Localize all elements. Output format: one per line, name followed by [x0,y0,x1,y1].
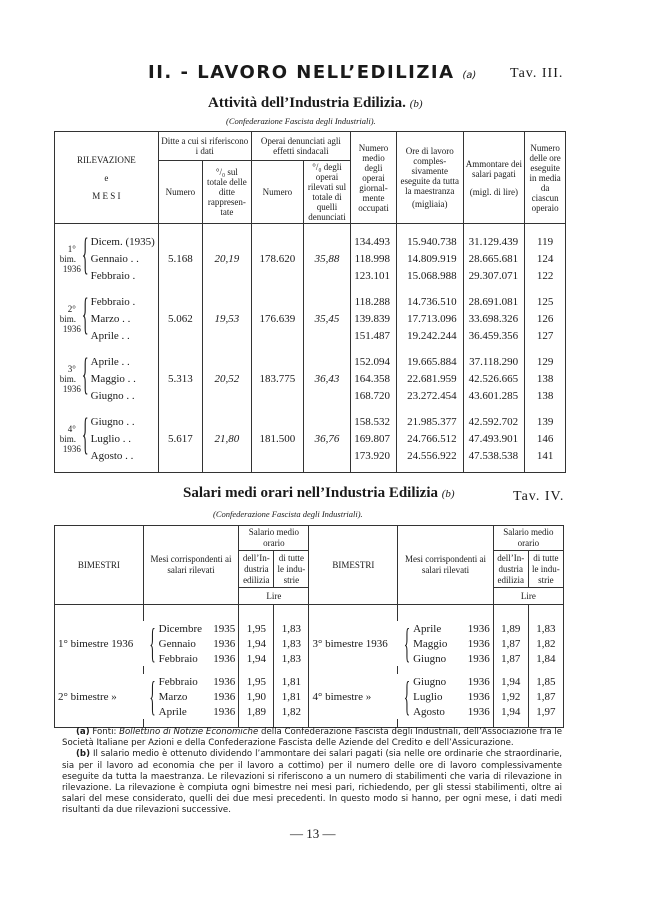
spacer-cell [274,613,309,621]
spacer-cell [202,464,251,473]
spacer-row [55,224,566,234]
salario-tutte-cell: 1,83 [528,621,563,636]
spacer-cell [89,404,159,413]
table-row [55,413,566,430]
anno-cell: 1936 [209,651,238,666]
mese-cell: Giugno . . [90,389,135,402]
spacer-cell [528,613,563,621]
header-industria-right: dell’In-dustria edilizia [493,551,528,588]
ore-cell: 24.766.512 [396,430,463,447]
salari-cell: 47.493.901 [463,430,525,447]
table2-title [183,485,455,502]
hourly-wages-table [54,525,564,728]
mese-cell: Aprile [413,622,442,635]
bimestre-word: bim. [59,433,76,444]
anno-cell: 1936 [464,651,493,666]
salario-edilizia-cell: 1,87 [493,651,528,666]
spacer-cell [525,224,566,234]
salario-edilizia-cell: 1,95 [239,621,274,636]
spacer-cell [463,404,525,413]
anno-cell: 1936 [464,689,493,704]
header-bimestri-right: BIMESTRI [309,526,398,605]
spacer-row [55,404,566,413]
brace-glyph: { [403,670,411,719]
spacer-cell [463,344,525,353]
header-ore [396,132,463,224]
ore-cell: 23.272.454 [396,387,463,404]
spacer-cell [55,613,144,621]
spacer-cell [89,224,159,234]
mese-cell: Giugno [413,652,447,665]
anno-cell: 1935 [209,621,238,636]
spacer-cell [55,666,144,674]
brace-cell [398,617,411,666]
spacer-cell [274,666,309,674]
spacer-cell [251,224,303,234]
spacer-cell [89,344,159,353]
spacer-cell [398,613,493,621]
medio-cell: 169.807 [351,430,397,447]
ore-cell: 21.985.377 [396,413,463,430]
spacer-cell [463,464,525,473]
bimestre-year: 1936 [62,383,81,394]
brace-cell [143,617,156,666]
medio-cell: 151.487 [351,327,397,344]
spacer-cell [398,666,493,674]
salari-cell: 37.118.290 [463,353,525,370]
ore-cell: 17.713.096 [396,310,463,327]
bimestre-year: 1936 [62,443,81,454]
spacer-cell [309,666,398,674]
salario-edilizia-cell: 1,89 [493,621,528,636]
footnote-b [62,749,562,816]
tav-label-3: Tav. III. [510,66,564,81]
spacer-cell [89,464,159,473]
section-title [148,62,476,83]
header-salari-text: Ammontare dei salari pagati [465,158,522,179]
brace-glyph: { [149,670,156,719]
spacer-cell [309,613,398,621]
spacer-cell [89,284,159,293]
media-cell: 138 [525,370,566,387]
spacer-cell [55,284,89,293]
spacer-cell [55,404,89,413]
spacer-cell [55,605,144,614]
section-note: (a) [462,70,477,81]
brace-glyph: { [149,617,156,666]
spacer-cell [493,613,528,621]
ore-cell: 15.068.988 [396,267,463,284]
spacer-cell [239,605,274,614]
mese-cell: Marzo [158,690,188,703]
mese-cell: Giugno . . [90,415,135,428]
bimestre-number: 2° [67,303,76,314]
salario-edilizia-cell: 1,89 [239,704,274,719]
spacer-cell [303,404,350,413]
ore-cell: 14.736.510 [396,293,463,310]
header-rilevazione-text: RILEVAZIONE [76,154,136,165]
spacer-cell [158,404,202,413]
media-cell: 126 [525,310,566,327]
spacer-cell [202,404,251,413]
header-industria-left: dell’In-dustria edilizia [239,551,274,588]
spacer-row [55,613,564,621]
mese-cell: Luglio [413,690,443,703]
bimestre-number: 4° [67,423,76,434]
operai-pct-cell: 35,88 [303,233,350,284]
mese-cell: Maggio . . [90,372,136,385]
mese-cell: Febbraio [158,652,198,665]
media-cell: 129 [525,353,566,370]
bimestre-word: bim. [59,253,76,264]
bimestre-number: 1° [67,243,76,254]
medio-cell: 118.998 [351,250,397,267]
salari-cell: 31.129.439 [463,233,525,250]
header-operai-pct: °/₀ degli operai rilevati sul totale di quelli denunciati [303,161,350,224]
mese-cell: Giugno [413,675,447,688]
spacer-cell [303,224,350,234]
spacer-cell [396,224,463,234]
salario-edilizia-cell: 1,94 [493,704,528,719]
header-rilevazione [55,132,159,224]
footnote-a [62,727,562,749]
operai-numero-cell: 176.639 [251,293,303,344]
brace-glyph: { [81,292,89,341]
salari-cell: 42.592.702 [463,413,525,430]
spacer-cell [396,344,463,353]
salari-cell: 28.691.081 [463,293,525,310]
footnotes [62,727,562,817]
media-cell: 146 [525,430,566,447]
bimestre-label [55,353,89,404]
brace-glyph: { [81,352,89,401]
table-row [55,293,566,310]
ore-cell: 19.242.244 [396,327,463,344]
media-cell: 141 [525,447,566,464]
spacer-cell [143,605,238,614]
medio-cell: 152.094 [351,353,397,370]
salari-cell: 28.665.681 [463,250,525,267]
page-number: — 13 — [290,826,336,841]
table-row [55,621,564,636]
bimestre-cell: 1° bimestre 1936 [55,621,144,666]
brace-glyph: { [81,412,89,461]
anno-cell: 1936 [464,621,493,636]
medio-cell: 164.358 [351,370,397,387]
header-ditte-numero: Numero [158,161,202,224]
media-cell: 119 [525,233,566,250]
spacer-cell [396,464,463,473]
salario-edilizia-cell: 1,92 [493,689,528,704]
salari-cell: 29.307.071 [463,267,525,284]
salario-tutte-cell: 1,84 [528,651,563,666]
industry-activity-table [54,131,566,473]
header-salario-right: Salario medio orario [493,526,563,551]
ore-cell: 15.940.738 [396,233,463,250]
operai-pct-cell: 35,45 [303,293,350,344]
spacer-cell [396,284,463,293]
end-row [55,464,566,473]
salari-cell: 36.459.356 [463,327,525,344]
bimestre-label [55,233,89,284]
spacer-cell [351,224,397,234]
table-row [55,353,566,370]
spacer-cell [303,284,350,293]
spacer-cell [251,404,303,413]
salario-edilizia-cell: 1,94 [493,674,528,689]
bimestre-number: 3° [67,363,76,374]
bimestre-cell: 2° bimestre » [55,674,144,719]
ore-cell: 22.681.959 [396,370,463,387]
header-media-ore: Numero delle ore eseguite in media da ciascun operaio [525,132,566,224]
spacer-cell [493,666,528,674]
mese-cell: Gennaio [158,637,196,650]
spacer-cell [303,344,350,353]
mese-cell: Maggio [413,637,448,650]
salario-tutte-cell: 1,83 [274,651,309,666]
spacer-cell [398,605,493,614]
spacer-cell [463,284,525,293]
media-cell: 127 [525,327,566,344]
spacer-cell [239,613,274,621]
section-title-text: II. - LAVORO NELL’EDILIZIA [148,62,455,83]
mese-cell: Gennaio . . [90,252,139,265]
salario-tutte-cell: 1,81 [274,674,309,689]
header-operai: Operai denunciati agli effetti sindacali [251,132,350,161]
operai-numero-cell: 178.620 [251,233,303,284]
media-cell: 125 [525,293,566,310]
ditte-pct-cell: 19,53 [202,293,251,344]
anno-cell: 1936 [464,636,493,651]
mese-cell: Aprile . . [90,329,130,342]
header-lire-left: Lire [239,588,309,605]
ditte-numero-cell: 5.313 [158,353,202,404]
header-medio: Numero medio degli operai giornal-mente occupati [351,132,397,224]
medio-cell: 123.101 [351,267,397,284]
salario-tutte-cell: 1,83 [274,621,309,636]
table1-title-text: Attività dell’Industria Edilizia. [208,95,406,111]
mese-cell: Dicem. (1935) [90,235,155,248]
anno-cell: 1936 [209,704,238,719]
spacer-cell [303,464,350,473]
medio-cell: 168.720 [351,387,397,404]
ditte-pct-cell: 20,52 [202,353,251,404]
mese-cell: Aprile [158,705,187,718]
table-row [55,233,566,250]
table2-title-note: (b) [441,488,455,500]
spacer-cell [239,666,274,674]
bimestre-label [55,413,89,464]
salario-edilizia-cell: 1,94 [239,651,274,666]
anno-cell: 1936 [209,636,238,651]
header-tutte-left: di tutte le indu-strie [274,551,309,588]
salari-cell: 43.601.285 [463,387,525,404]
spacer-cell [202,344,251,353]
header-bimestri-left: BIMESTRI [55,526,144,605]
salario-edilizia-cell: 1,94 [239,636,274,651]
bimestre-word: bim. [59,373,76,384]
mese-cell: Marzo . . [90,312,131,325]
spacer-cell [143,613,238,621]
salario-tutte-cell: 1,81 [274,689,309,704]
media-cell: 139 [525,413,566,430]
table1-title-note: (b) [409,98,423,110]
spacer-cell [525,344,566,353]
header-ore-unit: (migliaia) [412,199,448,209]
salari-cell: 42.526.665 [463,370,525,387]
mese-cell: Febbraio [158,675,198,688]
ore-cell: 19.665.884 [396,353,463,370]
spacer-cell [143,666,238,674]
salario-tutte-cell: 1,85 [528,674,563,689]
salario-tutte-cell: 1,83 [274,636,309,651]
spacer-row [55,605,564,614]
spacer-cell [525,404,566,413]
mese-cell: Dicembre [158,622,203,635]
ditte-numero-cell: 5.168 [158,233,202,284]
spacer-cell [351,284,397,293]
operai-numero-cell: 181.500 [251,413,303,464]
spacer-cell [202,224,251,234]
ditte-numero-cell: 5.617 [158,413,202,464]
spacer-cell [274,605,309,614]
header-lire-right: Lire [493,588,563,605]
salario-edilizia-cell: 1,90 [239,689,274,704]
spacer-cell [158,464,202,473]
medio-cell: 118.288 [351,293,397,310]
salario-edilizia-cell: 1,95 [239,674,274,689]
medio-cell: 158.532 [351,413,397,430]
spacer-cell [55,224,89,234]
salario-tutte-cell: 1,97 [528,704,563,719]
mese-cell: Agosto [413,705,445,718]
header-mesi-left: Mesi corrispondenti ai salari rilevati [143,526,238,605]
footnote-b-text: Il salario medio è ottenuto dividendo l’ammontare dei salari pagati (sia nelle ore ordinarie che straordinarie, sia per il lavoro ad economia che per il lavoro a cottimo) per il numero delle ore di lavoro complessivamente eseguite da tutta la maestranza. Le rilevazioni si riferiscono a un numero di stabilimenti che varia di rilevazione in rilevazione. La rilevazione è compiuta ogni bimestre nei mesi pari, richiedendo, per gli stessi stabilimenti, oltre ai salari del mese considerato, quelli dei due mesi precedenti. In questo modo si hanno, per ogni mese, i dati medi risultanti da due rilevazioni successive. [62,749,562,816]
operai-pct-cell: 36,43 [303,353,350,404]
spacer-cell [351,344,397,353]
spacer-cell [55,464,89,473]
footnote-a-label: (a) [76,727,90,737]
media-cell: 124 [525,250,566,267]
spacer-cell [528,605,563,614]
table2-source: (Confederazione Fascista degli Industriali). [213,509,363,519]
spacer-cell [158,224,202,234]
table2-title-text: Salari medi orari nell’Industria Edilizia [183,485,439,501]
salari-cell: 47.538.538 [463,447,525,464]
bimestre-cell: 3° bimestre 1936 [309,621,398,666]
spacer-cell [158,344,202,353]
bimestre-year: 1936 [62,323,81,334]
spacer-cell [351,464,397,473]
ditte-pct-cell: 20,19 [202,233,251,284]
tav-label-4: Tav. IV. [513,489,565,504]
footnote-a-text: della Confederazione Fascista degli Industriali, dell’Associazione fra le Società Italiane per Azioni e della Confederazione Fascista delle Aziende del Credito e dell’Assicurazione. [62,727,563,749]
footnote-a-italic: Bollettino di Notizie Economiche [119,727,259,737]
bimestre-word: bim. [59,313,76,324]
mese-cell: Aprile . . [90,355,130,368]
header-ditte: Ditte a cui si riferiscono i dati [158,132,251,161]
spacer-cell [528,666,563,674]
spacer-cell [463,224,525,234]
ore-cell: 14.809.919 [396,250,463,267]
salario-tutte-cell: 1,82 [528,636,563,651]
mese-cell: Luglio . . [90,432,131,445]
medio-cell: 134.493 [351,233,397,250]
header-ditte-pct: °/₀ sul totale delle ditte rappresen-tate [202,161,251,224]
footnote-b-label: (b) [76,749,91,760]
media-cell: 138 [525,387,566,404]
ditte-pct-cell: 21,80 [202,413,251,464]
brace-cell [398,670,411,719]
bimestre-label [55,293,89,344]
spacer-cell [309,605,398,614]
salari-cell: 33.698.326 [463,310,525,327]
mese-cell: Febbraio . [90,295,136,308]
anno-cell: 1936 [209,689,238,704]
media-cell: 122 [525,267,566,284]
spacer-row [55,284,566,293]
header-salario-left: Salario medio orario [239,526,309,551]
header-salari-unit: (migl. di lire) [469,186,518,197]
salario-edilizia-cell: 1,87 [493,636,528,651]
bimestre-year: 1936 [62,263,81,274]
spacer-cell [396,404,463,413]
salario-tutte-cell: 1,87 [528,689,563,704]
operai-numero-cell: 183.775 [251,353,303,404]
spacer-cell [493,605,528,614]
spacer-cell [158,284,202,293]
spacer-cell [351,404,397,413]
header-tutte-right: di tutte le indu-strie [528,551,563,588]
spacer-cell [251,284,303,293]
table1-source: (Confederazione Fascista degli Industriali). [226,116,376,126]
salario-tutte-cell: 1,82 [274,704,309,719]
table1-title [208,95,423,112]
brace-glyph: { [403,617,411,666]
spacer-cell [525,464,566,473]
spacer-row [55,344,566,353]
header-mesi-right: Mesi corrispondenti ai salari rilevati [398,526,493,605]
bimestre-cell: 4° bimestre » [309,674,398,719]
header-e-text: e [104,172,109,183]
ore-cell: 24.556.922 [396,447,463,464]
brace-glyph: { [81,232,89,281]
spacer-cell [251,344,303,353]
anno-cell: 1936 [464,704,493,719]
spacer-cell [525,284,566,293]
table-row [55,674,564,689]
spacer-cell [55,344,89,353]
header-ore-text: Ore di lavoro comples-sivamente eseguite da tutta la maestranza [400,146,460,196]
medio-cell: 139.839 [351,310,397,327]
spacer-row [55,666,564,674]
spacer-cell [251,464,303,473]
anno-cell: 1936 [464,674,493,689]
header-operai-numero: Numero [251,161,303,224]
brace-cell [143,670,156,719]
header-salari [463,132,525,224]
anno-cell: 1936 [209,674,238,689]
mese-cell: Febbraio . [90,269,136,282]
ditte-numero-cell: 5.062 [158,293,202,344]
spacer-cell [202,284,251,293]
footnote-a-pre: Fonti: [92,727,117,737]
mese-cell: Agosto . . [90,449,134,462]
operai-pct-cell: 36,76 [303,413,350,464]
medio-cell: 173.920 [351,447,397,464]
header-mesi-text: M E S I [92,190,121,201]
